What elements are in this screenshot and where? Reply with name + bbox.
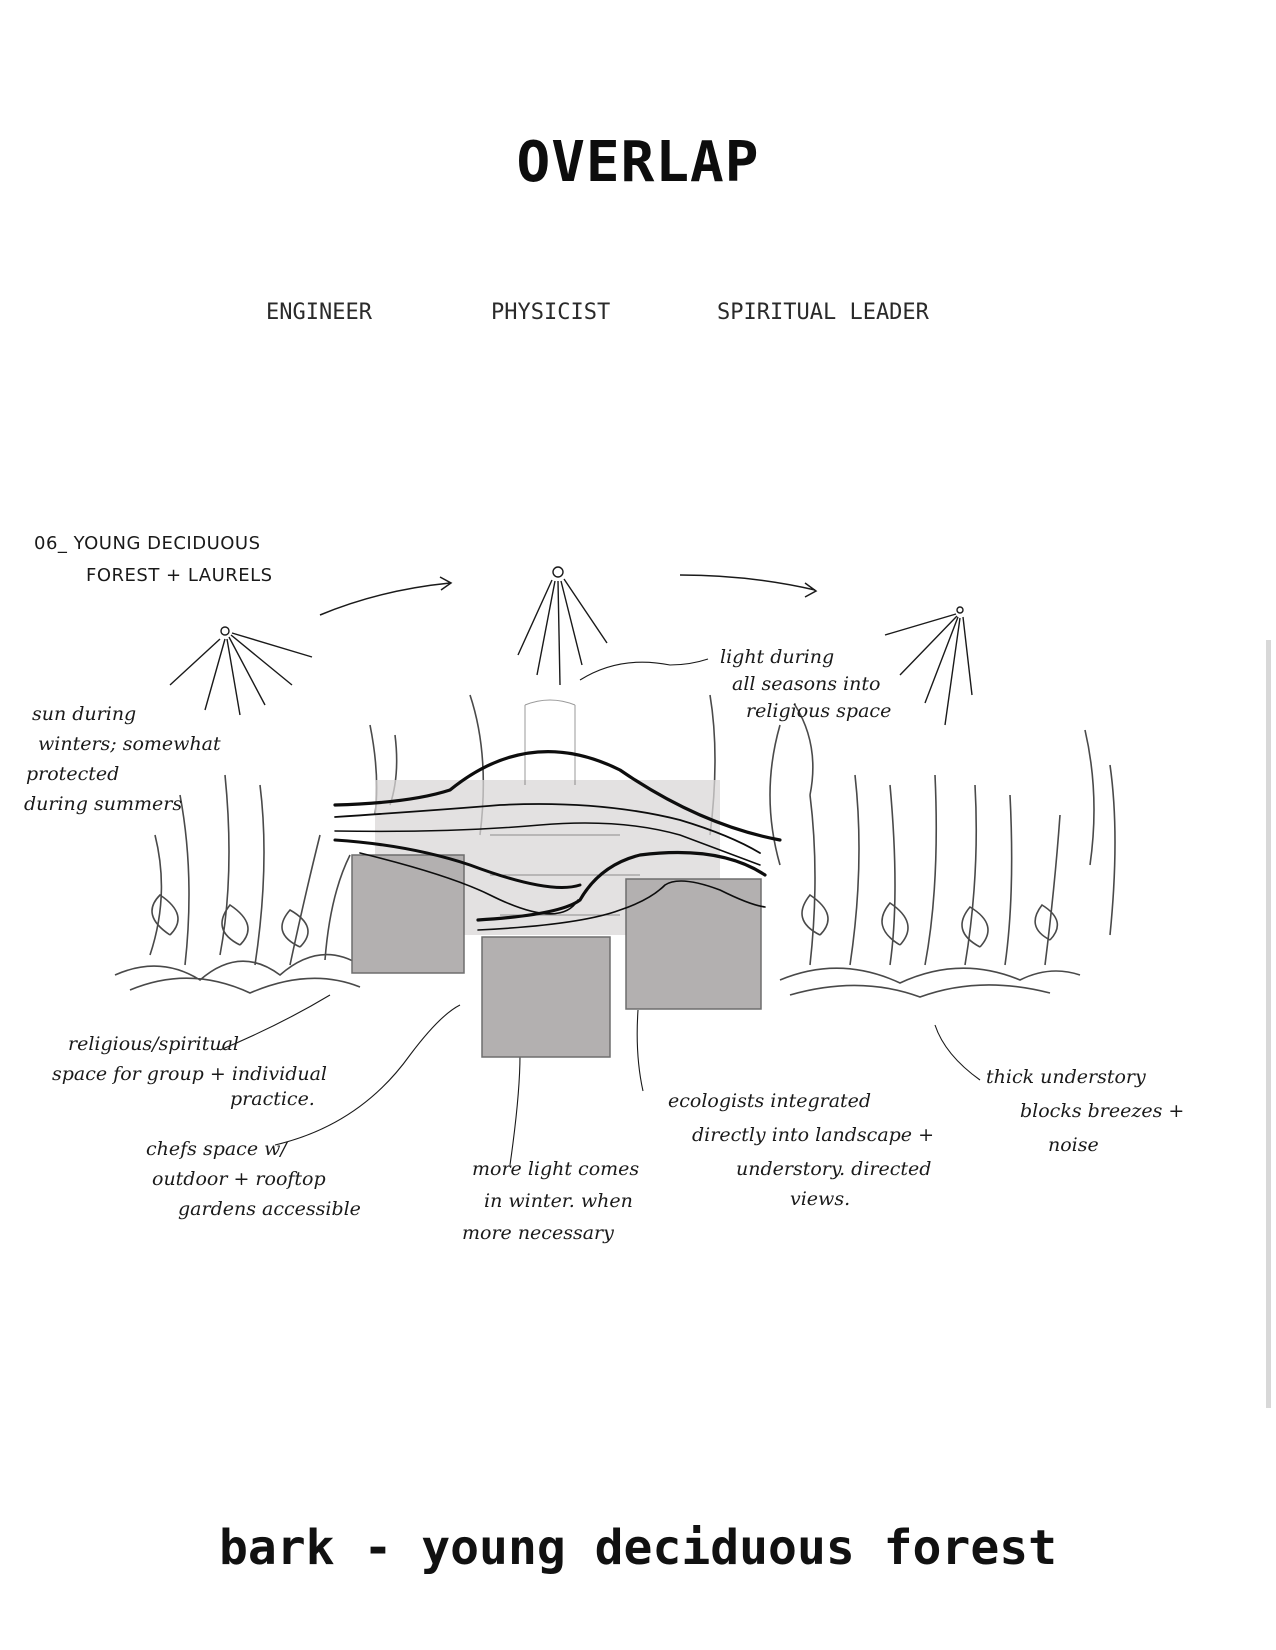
svg-text:noise: noise (1048, 1134, 1099, 1156)
svg-text:chefs space w/: chefs space w/ (146, 1138, 287, 1160)
svg-text:understory. directed: understory. directed (736, 1158, 932, 1180)
note-sun-winter (24, 703, 221, 815)
svg-text:thick understory: thick understory (986, 1066, 1146, 1088)
svg-text:all seasons into: all seasons into (732, 673, 881, 695)
svg-text:space for group + individual: space for group + individual (52, 1063, 328, 1085)
sun-icon-center (518, 567, 607, 685)
sun-icon-right (885, 607, 972, 725)
site-title[interactable]: OVERLAP (516, 130, 760, 195)
note-light-seasons (720, 646, 891, 722)
svg-text:religious/spiritual: religious/spiritual (68, 1033, 239, 1055)
svg-text:views.: views. (790, 1188, 851, 1210)
sketch-heading-line1: 06_ YOUNG DECIDUOUS (34, 535, 261, 554)
svg-text:during summers: during summers (24, 793, 183, 815)
svg-text:more light comes: more light comes (472, 1158, 640, 1180)
nav-item-spiritual-leader[interactable]: SPIRITUAL LEADER (717, 300, 929, 325)
image-scrollbar[interactable] (1266, 640, 1271, 1408)
nav-item-engineer[interactable]: ENGINEER (266, 300, 372, 325)
svg-text:gardens accessible: gardens accessible (178, 1198, 361, 1220)
svg-text:religious space: religious space (746, 700, 892, 722)
svg-text:practice.: practice. (230, 1088, 315, 1110)
sketch-heading-line2: FOREST + LAURELS (86, 565, 273, 586)
svg-text:protected: protected (26, 763, 120, 785)
building-block-left (352, 855, 464, 973)
building-block-center (482, 937, 610, 1057)
svg-text:directly into landscape +: directly into landscape + (692, 1124, 935, 1146)
svg-text:light during: light during (720, 646, 835, 668)
sun-icon-left (170, 627, 312, 715)
svg-text:blocks breezes +: blocks breezes + (1020, 1100, 1185, 1122)
project-caption: bark - young deciduous forest (218, 1520, 1058, 1576)
note-more-light (462, 1158, 639, 1244)
sketch-drawing (20, 535, 1276, 1405)
main-nav (0, 300, 1276, 330)
nav-item-physicist[interactable]: PHYSICIST (491, 300, 611, 325)
note-chefs-space (146, 1138, 361, 1220)
note-religious-space (52, 1033, 327, 1110)
svg-text:ecologists integrated: ecologists integrated (668, 1090, 872, 1112)
svg-text:outdoor + rooftop: outdoor + rooftop (152, 1168, 326, 1190)
svg-text:sun during: sun during (32, 703, 137, 725)
note-ecologists (668, 1090, 934, 1210)
svg-text:in winter. when: in winter. when (484, 1190, 633, 1212)
note-understory (986, 1066, 1184, 1156)
sketch-image (20, 535, 1276, 1405)
svg-text:more necessary: more necessary (462, 1222, 614, 1244)
svg-text:winters; somewhat: winters; somewhat (38, 733, 221, 755)
